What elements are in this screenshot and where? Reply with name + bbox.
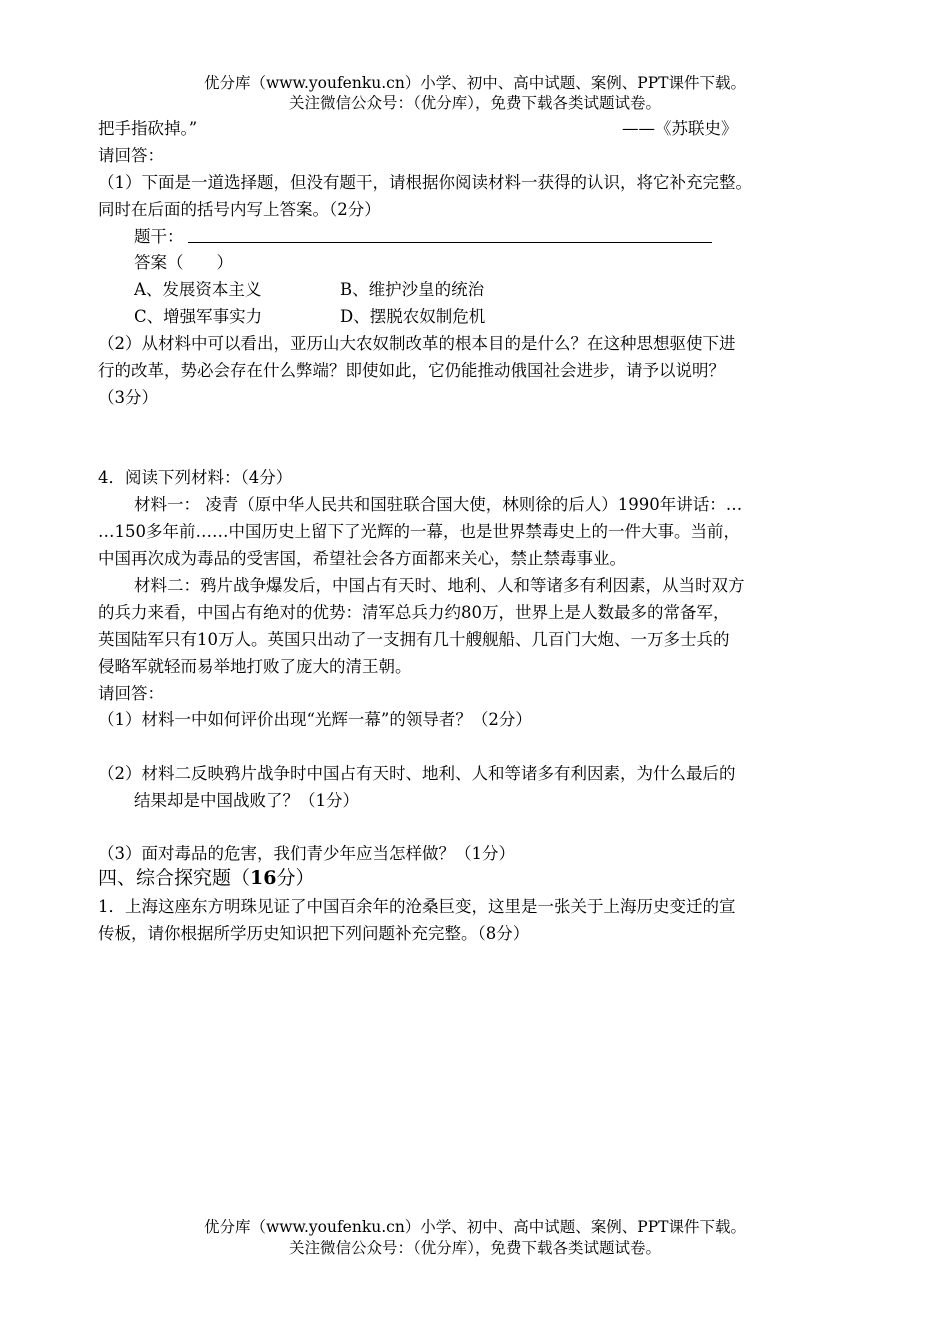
q3-stem-label: 题干： [134,227,184,246]
section4-heading-end: 分） [276,867,315,889]
material-source: ——《苏联史》 [622,119,738,138]
section4-q1-line2: 传板，请你根据所学历史知识把下列问题补充完整。（8分） [98,924,530,943]
option-d: D、摆脱农奴制危机 [340,307,486,326]
page-header-line2: 关注微信公众号：（优分库），免费下载各类试题试卷。 [288,94,661,112]
q4-sub2-line1: （2）材料二反映鸦片战争时中国占有天时、地利、人和等诸多有利因素，为什么最后的 [98,764,736,783]
q4-material1-line1: 材料一： 凌青（原中华人民共和国驻联合国大使，林则徐的后人）1990年讲话：… [134,495,743,514]
section4-q1-line1: 1．上海这座东方明珠见证了中国百余年的沧桑巨变，这里是一张关于上海历史变迁的宣 [98,897,736,916]
option-a: A、发展资本主义 [134,280,262,299]
q3-sub2-line1: （2）从材料中可以看出，亚历山大农奴制改革的根本目的是什么？在这种思想驱使下进 [98,334,736,353]
option-b: B、维护沙皇的统治 [340,280,485,299]
material-tail-text: 把手指砍掉。” [98,119,198,138]
q4-material2-line4: 侵略军就轻而易举地打败了庞大的清王朝。 [98,657,412,676]
q3-sub1-line1: （1）下面是一道选择题，但没有题干，请根据你阅读材料一获得的认识，将它补充完整。 [98,173,752,192]
q4-material2-line2: 的兵力来看，中国占有绝对的优势：清军总兵力约80万，世界上是人数最多的常备军， [98,603,730,622]
q3-answer-label: 答案（ ） [134,253,233,272]
q4-material1-line3: 中国再次成为毒品的受害国，希望社会各方面都来关心，禁止禁毒事业。 [98,549,626,568]
q4-material2-line1: 材料二：鸦片战争爆发后，中国占有天时、地利、人和等诸多有利因素，从当时双方 [134,576,745,595]
q3-sub2-line2: 行的改革，势必会存在什么弊端？即使如此，它仍能推动俄国社会进步，请予以说明？ [98,361,725,380]
page-footer-line2: 关注微信公众号：（优分库），免费下载各类试题试卷。 [288,1239,661,1257]
q4-sub2-line2: 结果却是中国战败了？（1分） [134,791,359,810]
q4-material1-line2: …150多年前……中国历史上留下了光辉的一幕，也是世界禁毒史上的一件大事。当前， [98,522,740,541]
page-footer-line1: 优分库（www.youfenku.cn）小学、初中、高中试题、案例、PPT课件下载。 [203,1218,747,1236]
q4-title: 4．阅读下列材料：（4分） [98,468,293,487]
q4-material2-line3: 英国陆军只有10万人。英国只出动了一支拥有几十艘舰船、几百门大炮、一万多士兵的 [98,630,730,649]
q3-sub1-line2: 同时在后面的括号内写上答案。（2分） [98,200,381,219]
section4-heading-text: 四、综合探究题（ [98,867,251,889]
q3-prompt: 请回答： [98,146,164,165]
q4-prompt: 请回答： [98,684,164,703]
q4-sub1: （1）材料一中如何评价出现“光辉一幕”的领导者？（2分） [98,710,532,729]
section4-points: 16 [250,867,277,889]
option-c: C、增强军事实力 [134,307,263,326]
page-header-line1: 优分库（www.youfenku.cn）小学、初中、高中试题、案例、PPT课件下载。 [203,74,747,92]
q3-sub2-line3: （3分） [98,388,158,407]
stem-answer-blank [188,242,712,243]
q4-sub3: （3）面对毒品的危害，我们青少年应当怎样做？（1分） [98,844,515,863]
section4-heading [98,867,314,889]
